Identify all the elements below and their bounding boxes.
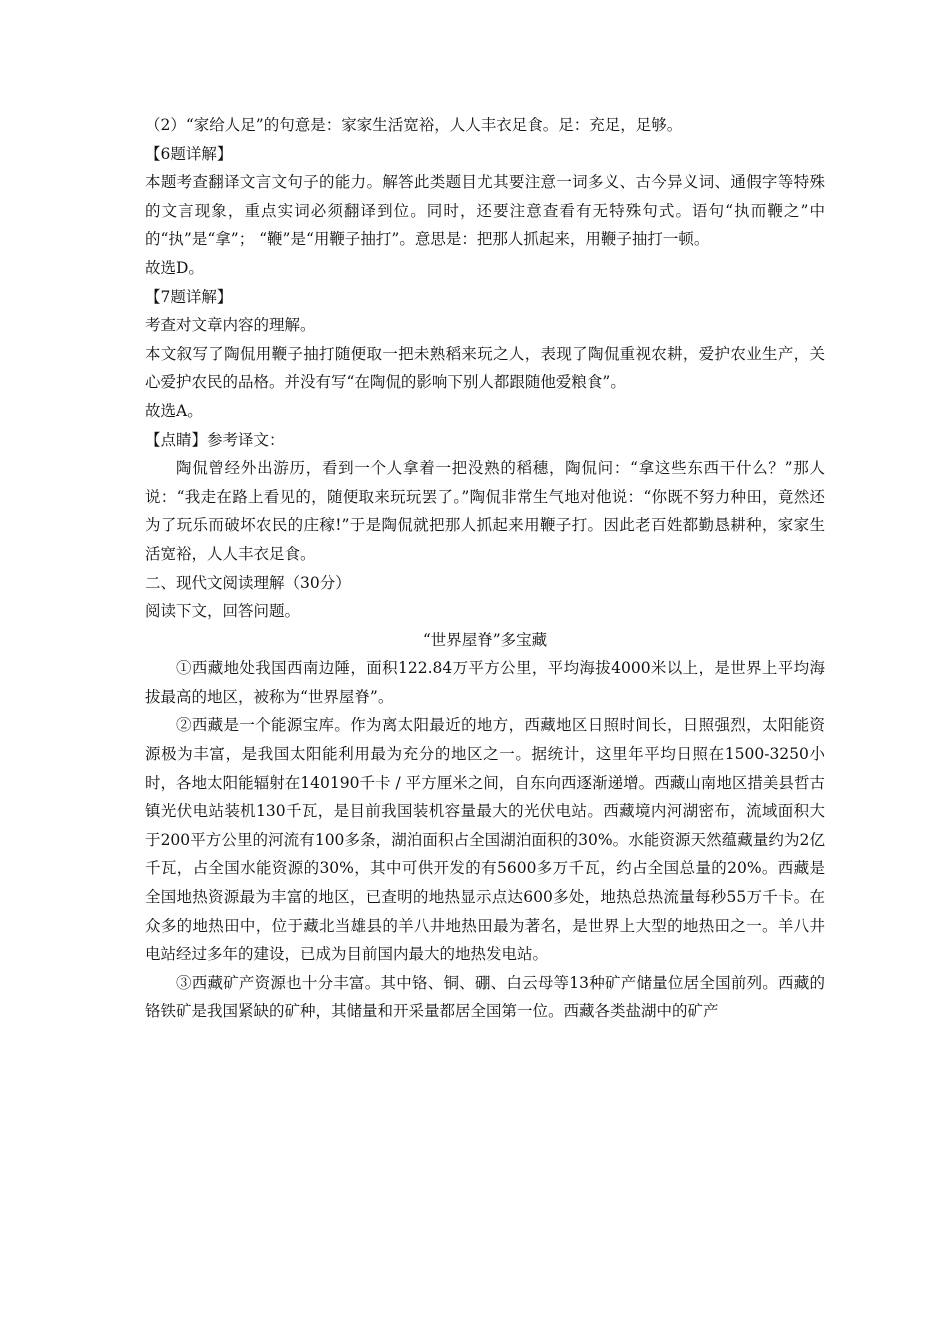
heading-question-7-explanation: 【7题详解】 (145, 287, 233, 306)
article-title: “世界屋脊”多宝藏 (422, 630, 548, 649)
paragraph-question-6-explanation: 本题考查翻译文言文句子的能力。解答此类题目尤其要注意一词多义、古今异义词、通假字等特殊的文言现象，重点实词必须翻译到位。同时，还要注意查看有无特殊句式。语句“执而鞭之”中的“执”是“拿”； “鞭”是“用鞭子抽打”。意思是：把那人抓起来，用鞭子抽打一顿。 (145, 173, 825, 249)
paragraph-question-7-explanation: 本文叙写了陶侃用鞭子抽打随便取一把未熟稻来玩之人，表现了陶侃重视农耕，爱护农业生产，关心爱护农民的品格。并没有写“在陶侃的影响下别人都跟随他爱粮食”。 (145, 344, 825, 392)
document-body (145, 111, 825, 1026)
reading-instruction: 阅读下文，回答问题。 (145, 602, 301, 621)
answer-choice-d: 故选D。 (145, 258, 204, 277)
article-paragraph-3: ③西藏矿产资源也十分丰富。其中铬、铜、硼、白云母等13种矿产储量位居全国前列。西藏的铬铁矿是我国紧缺的矿种，其储量和开采量都居全国第一位。西藏各类盐湖中的矿产 (145, 973, 825, 1021)
article-paragraph-2: ②西藏是一个能源宝库。作为离太阳最近的地方，西藏地区日照时间长，日照强烈，太阳能资源极为丰富，是我国太阳能利用最为充分的地区之一。据统计，这里年平均日照在1500-3250小时，各地太阳能辐射在140190千卡 / 平方厘米之间，自东向西逐渐递增。西藏山南地区措美县哲古镇光伏电站装机130千瓦，是目前我国装机容量最大的光伏电站。西藏境内河湖密布，流域面积大于200平方公里的河流有100多条，湖泊面积占全国湖泊面积的30%。水能资源天然蕴藏量约为2亿千瓦，占全国水能资源的30%，其中可供开发的有5600多万千瓦，约占全国总量的20%。西藏是全国地热资源最为丰富的地区，已查明的地热显示点达600多处，地热总热流量每秒55万千卡。在众多的地热田中，位于藏北当雄县的羊八井地热田最为著名，是世界上大型的地热田之一。羊八井电站经过多年的建设，已成为目前国内最大的地热发电站。 (145, 716, 825, 964)
heading-reference-translation: 【点睛】参考译文： (145, 430, 285, 449)
answer-choice-a: 故选A。 (145, 401, 203, 420)
question-7-intro: 考查对文章内容的理解。 (145, 316, 316, 335)
answer-line-家给人足: （2）“家给人足”的句意是：家家生活宽裕，人人丰衣足食。足：充足，足够。 (145, 116, 683, 134)
heading-question-6-explanation: 【6题详解】 (145, 144, 233, 163)
paragraph-reference-translation: 陶侃曾经外出游历，看到一个人拿着一把没熟的稻穗，陶侃问：“拿这些东西干什么？”那人说：“我走在路上看见的，随便取来玩玩罢了。”陶侃非常生气地对他说：“你既不努力种田，竟然还为了玩乐而破坏农民的庄稼!”于是陶侃就把那人抓起来用鞭子打。因此老百姓都勤恳耕种，家家生活宽裕，人人丰衣足食。 (145, 459, 825, 563)
section-heading-modern-reading: 二、现代文阅读理解（30分） (145, 573, 351, 592)
article-paragraph-1: ①西藏地处我国西南边陲，面积122.84万平方公里，平均海拔4000米以上，是世界上平均海拔最高的地区，被称为“世界屋脊”。 (145, 659, 825, 706)
